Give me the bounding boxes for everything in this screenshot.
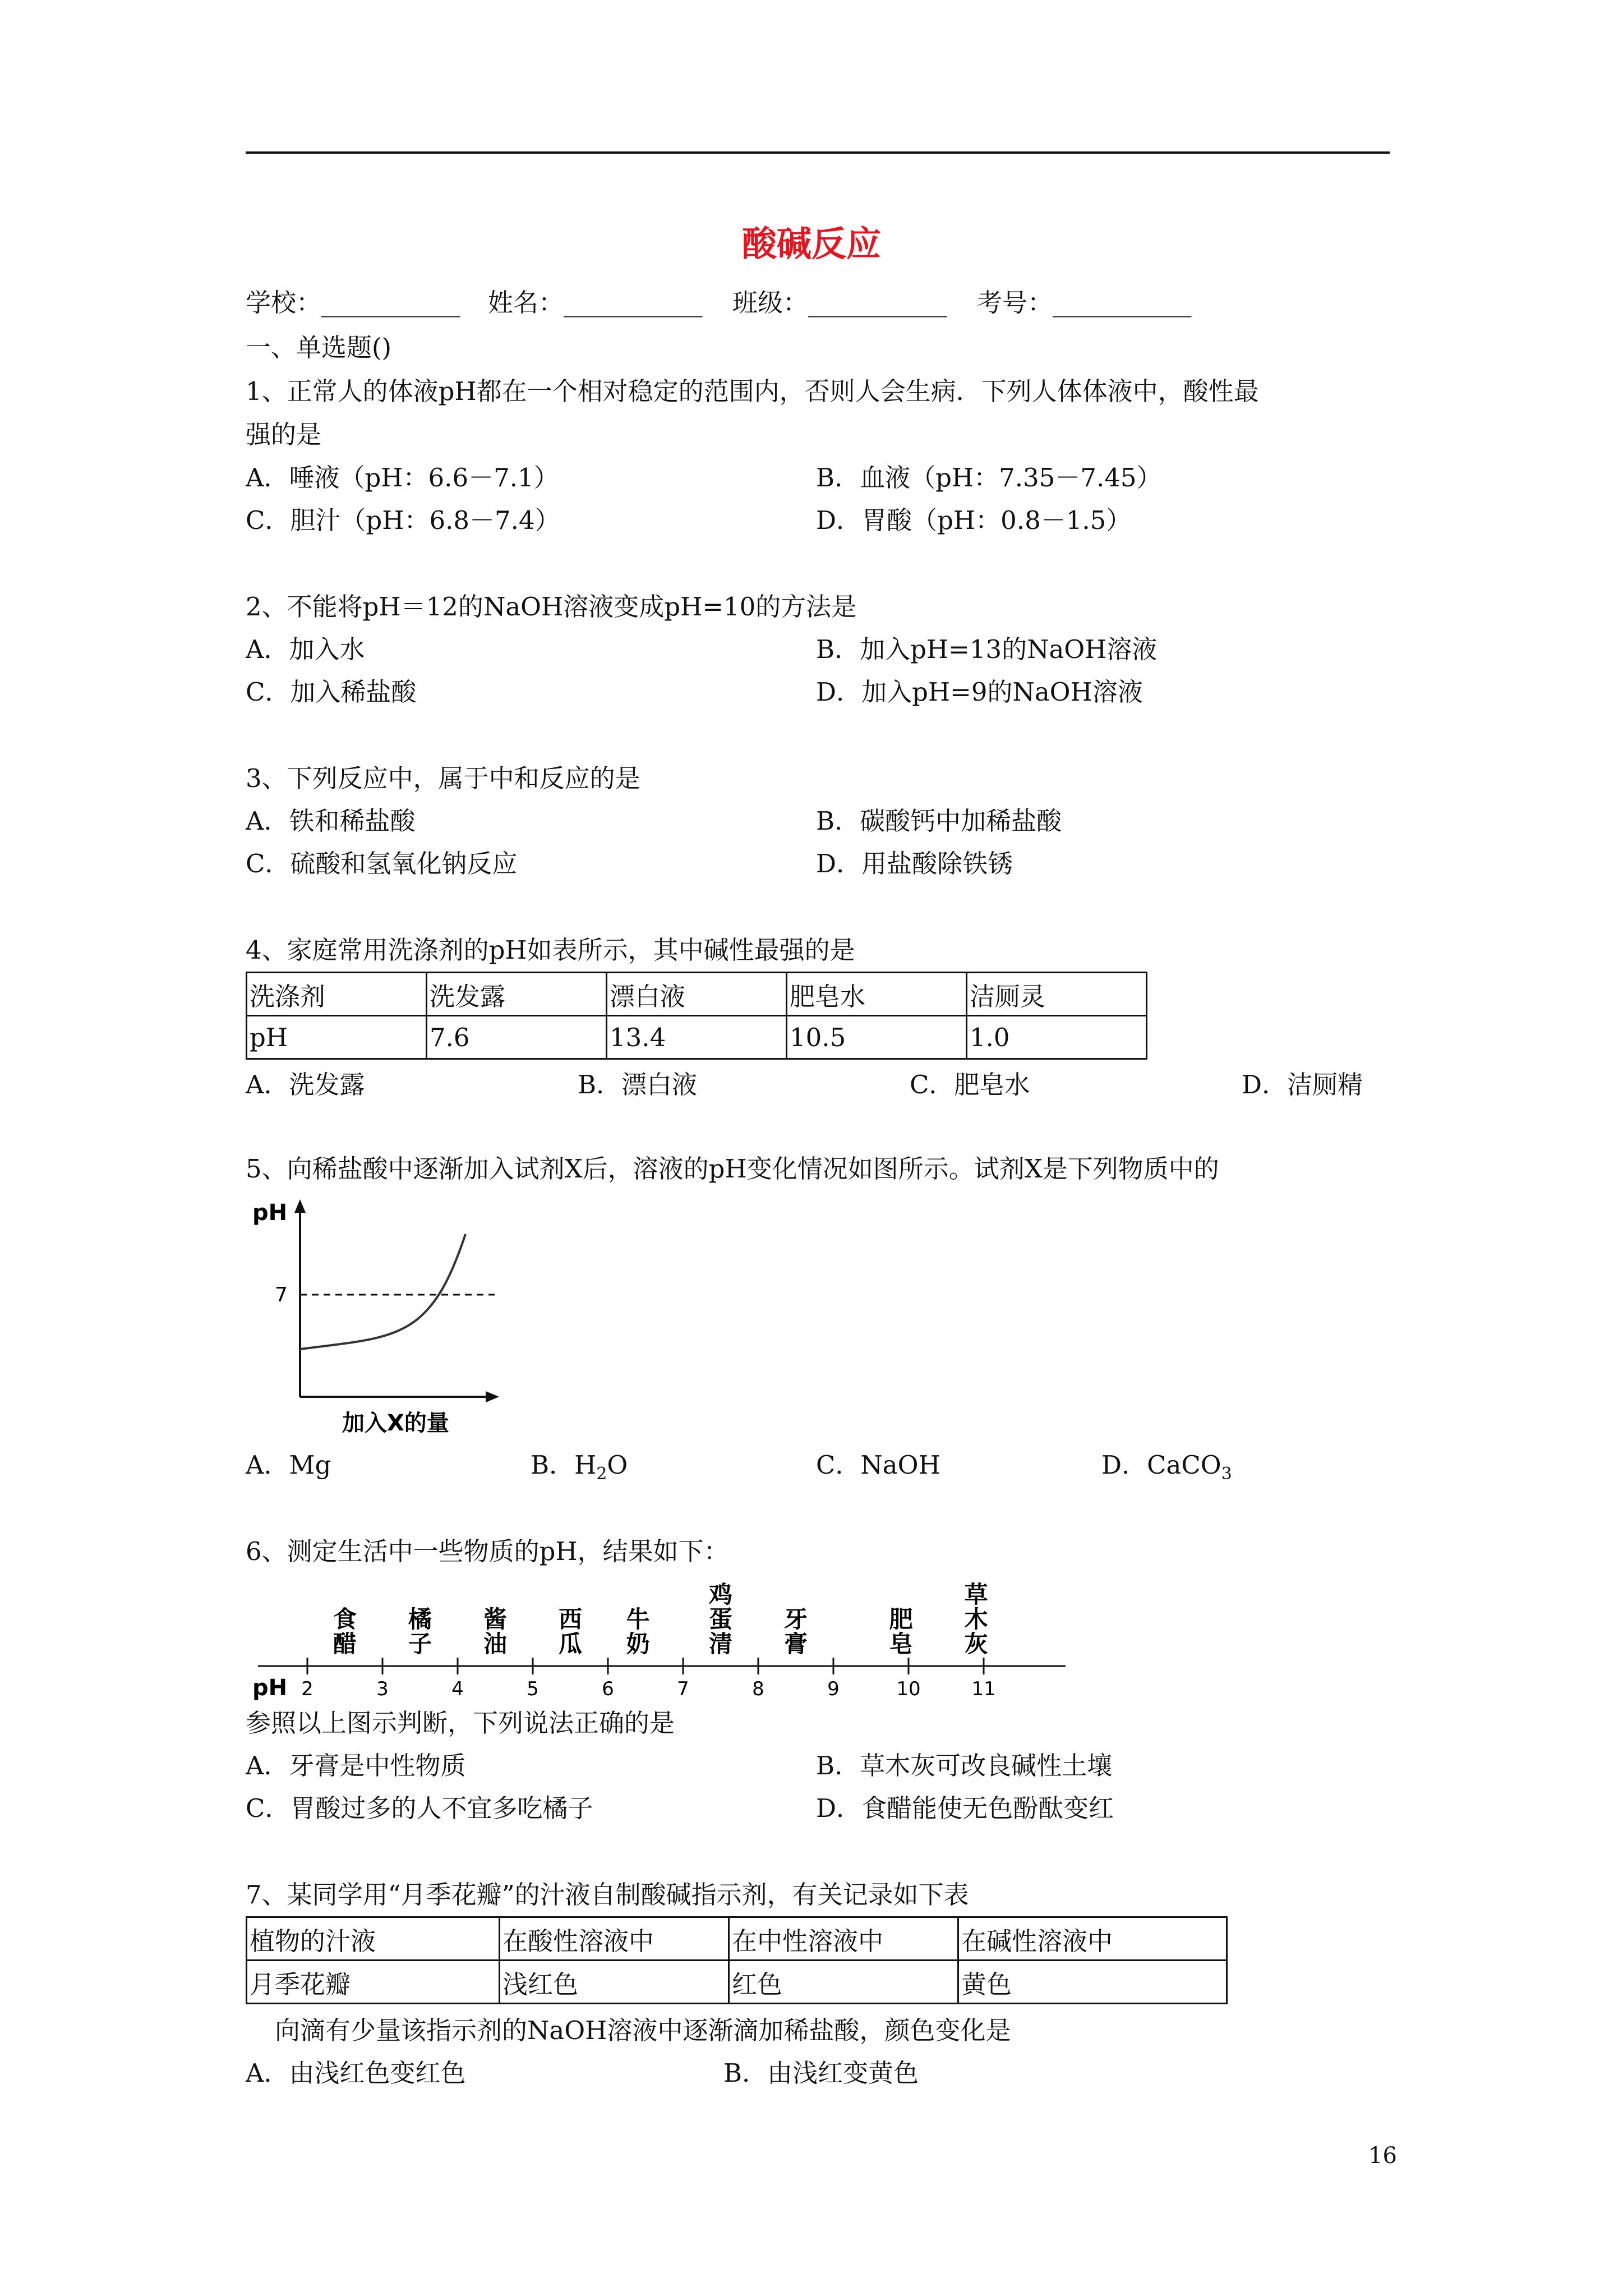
x-axis-arrow <box>486 1391 499 1402</box>
q7-table <box>246 1916 1228 2004</box>
q7-followup: 向滴有少量该指示剂的NaOH溶液中逐渐滴加稀盐酸，颜色变化是 <box>275 2016 1011 2045</box>
page-number: 16 <box>1368 2143 1397 2169</box>
q7-option-a: A．由浅红色变红色 <box>246 2058 466 2088</box>
scale-item-label: 鸡 <box>708 1581 733 1608</box>
q4-table <box>246 972 1147 1060</box>
scale-item-label: 牛 <box>626 1605 650 1633</box>
scale-tick-label: 5 <box>527 1678 539 1700</box>
q5-option-c: C．NaOH <box>816 1450 940 1480</box>
scale-tick-label: 7 <box>677 1678 689 1700</box>
q1-option-d: D．胃酸（pH：0.8－1.5） <box>816 505 1132 535</box>
section-heading: 一、单选题() <box>246 333 392 362</box>
q2-option-d: D．加入pH=9的NaOH溶液 <box>816 677 1143 707</box>
name-field: 姓名：___________ <box>488 288 703 318</box>
formula-subscript: 2 <box>596 1464 607 1484</box>
scale-item-label: 木 <box>964 1605 988 1633</box>
scale-item-label: 膏 <box>783 1630 808 1658</box>
q2-option-a: A．加入水 <box>246 634 365 664</box>
table-cell: 1.0 <box>967 1016 1147 1059</box>
table-row <box>247 1917 1227 1961</box>
q1-stem: 1、正常人的体液pH都在一个相对稳定的范围内，否则人会生病．下列人体体液中，酸性最 <box>246 376 1259 406</box>
q1-stem-cont: 强的是 <box>246 420 322 449</box>
q5-ph-graph <box>241 1195 510 1442</box>
q2-option-b: B．加入pH=13的NaOH溶液 <box>816 634 1158 664</box>
scale-item-label: 蛋 <box>708 1605 733 1633</box>
formula-text: B．H <box>531 1450 597 1480</box>
table-cell: 10.5 <box>787 1016 967 1059</box>
scale-item-label: 奶 <box>626 1630 650 1658</box>
scale-tick-label: 3 <box>376 1678 389 1700</box>
school-field: 学校：___________ <box>246 288 460 318</box>
q3-option-b: B．碳酸钙中加稀盐酸 <box>816 806 1062 836</box>
table-cell: 肥皂水 <box>787 973 967 1016</box>
table-cell: pH <box>247 1016 427 1059</box>
scale-item-label: 子 <box>408 1630 432 1658</box>
formula-subscript: 3 <box>1221 1464 1232 1484</box>
q4-option-b: B．漂白液 <box>578 1070 698 1099</box>
x-axis-label: 加入X的量 <box>342 1410 449 1436</box>
table-cell: 在酸性溶液中 <box>500 1917 729 1961</box>
scale-tick-label: 6 <box>602 1678 614 1700</box>
scale-axis-label: pH <box>252 1675 288 1701</box>
scale-item-label: 清 <box>708 1630 733 1658</box>
scale-item-label: 牙 <box>783 1605 808 1633</box>
scale-item-label: 草 <box>964 1581 988 1608</box>
q5-option-d <box>1101 1448 1232 1491</box>
table-cell: 漂白液 <box>607 973 787 1016</box>
scale-item-label: 酱 <box>483 1605 508 1633</box>
q7-stem: 7、某同学用“月季花瓣”的汁液自制酸碱指示剂，有关记录如下表 <box>246 1880 969 1910</box>
scale-tick-label: 2 <box>301 1678 313 1700</box>
scale-item-label: 瓜 <box>558 1630 583 1658</box>
table-cell: 在碱性溶液中 <box>958 1917 1227 1961</box>
table-cell: 洗涤剂 <box>247 973 427 1016</box>
scale-items <box>333 1581 988 1658</box>
q5-option-a: A．Mg <box>246 1450 331 1480</box>
scale-item-label: 油 <box>483 1630 508 1658</box>
q6-stem: 6、测定生活中一些物质的pH，结果如下： <box>246 1536 729 1566</box>
scale-ticks <box>301 1658 995 1700</box>
q3-option-d: D．用盐酸除铁锈 <box>816 849 1013 878</box>
table-row <box>247 1961 1227 2004</box>
table-cell: 洁厕灵 <box>967 973 1147 1016</box>
ph7-tick-label: 7 <box>275 1283 288 1306</box>
scale-tick-label: 10 <box>896 1678 921 1700</box>
scale-item-label: 西 <box>558 1605 583 1633</box>
q1-option-a: A．唾液（pH：6.6－7.1） <box>246 463 559 493</box>
table-cell: 7.6 <box>427 1016 607 1059</box>
q5-stem: 5、向稀盐酸中逐渐加入试剂X后，溶液的pH变化情况如图所示。试剂X是下列物质中的 <box>246 1154 1219 1184</box>
q4-option-c: C．肥皂水 <box>910 1070 1030 1099</box>
q4-stem: 4、家庭常用洗涤剂的pH如表所示，其中碱性最强的是 <box>246 935 855 965</box>
q3-option-a: A．铁和稀盐酸 <box>246 806 416 836</box>
scale-item-label: 醋 <box>333 1630 357 1658</box>
scale-item-label: 灰 <box>964 1630 988 1658</box>
q2-option-c: C．加入稀盐酸 <box>246 677 417 707</box>
table-cell: 13.4 <box>607 1016 787 1059</box>
q1-option-b: B．血液（pH：7.35－7.45） <box>816 463 1162 493</box>
exam-number-field: 考号：___________ <box>977 288 1192 318</box>
q6-ph-scale <box>241 1571 1071 1705</box>
scale-tick-label: 11 <box>971 1678 996 1700</box>
q3-option-c: C．硫酸和氢氧化钠反应 <box>246 849 518 878</box>
page-title: 酸碱反应 <box>741 223 881 264</box>
table-cell: 月季花瓣 <box>247 1961 500 2004</box>
q1-option-c: C．胆汁（pH：6.8－7.4） <box>246 505 560 535</box>
q7-option-b: B．由浅红变黄色 <box>723 2058 919 2088</box>
class-field: 班级：___________ <box>732 288 947 318</box>
q2-stem: 2、不能将pH＝12的NaOH溶液变成pH=10的方法是 <box>246 592 857 622</box>
table-cell: 红色 <box>729 1961 958 2004</box>
q3-stem: 3、下列反应中，属于中和反应的是 <box>246 763 640 793</box>
formula-text: O <box>607 1450 628 1480</box>
header-rule <box>246 151 1390 154</box>
q6-option-a: A．牙膏是中性物质 <box>246 1751 466 1780</box>
table-cell: 在中性溶液中 <box>729 1917 958 1961</box>
table-row <box>247 973 1147 1016</box>
scale-item-label: 橘 <box>408 1605 432 1633</box>
q4-option-a: A．洗发露 <box>246 1070 365 1099</box>
q4-option-d: D．洁厕精 <box>1242 1070 1363 1099</box>
scale-tick-label: 9 <box>827 1678 840 1700</box>
scale-item-label: 肥 <box>889 1605 913 1633</box>
formula-text: D．CaCO <box>1101 1450 1221 1480</box>
q6-option-d: D．食醋能使无色酚酞变红 <box>816 1793 1114 1823</box>
scale-item-label: 食 <box>333 1605 357 1633</box>
table-cell: 洗发露 <box>427 973 607 1016</box>
q6-option-c: C．胃酸过多的人不宜多吃橘子 <box>246 1793 593 1823</box>
ph-curve <box>300 1234 465 1349</box>
table-cell: 植物的汁液 <box>247 1917 500 1961</box>
y-axis-arrow <box>294 1199 306 1213</box>
scale-tick-label: 4 <box>451 1678 464 1700</box>
y-axis-label: pH <box>252 1200 288 1226</box>
table-row <box>247 1016 1147 1059</box>
q5-option-b <box>531 1448 628 1491</box>
scale-item-label: 皂 <box>889 1630 913 1658</box>
table-cell: 浅红色 <box>500 1961 729 2004</box>
scale-tick-label: 8 <box>752 1678 764 1700</box>
table-cell: 黄色 <box>958 1961 1227 2004</box>
q6-option-b: B．草木灰可改良碱性土壤 <box>816 1751 1113 1780</box>
q6-judge: 参照以上图示判断，下列说法正确的是 <box>246 1708 675 1738</box>
